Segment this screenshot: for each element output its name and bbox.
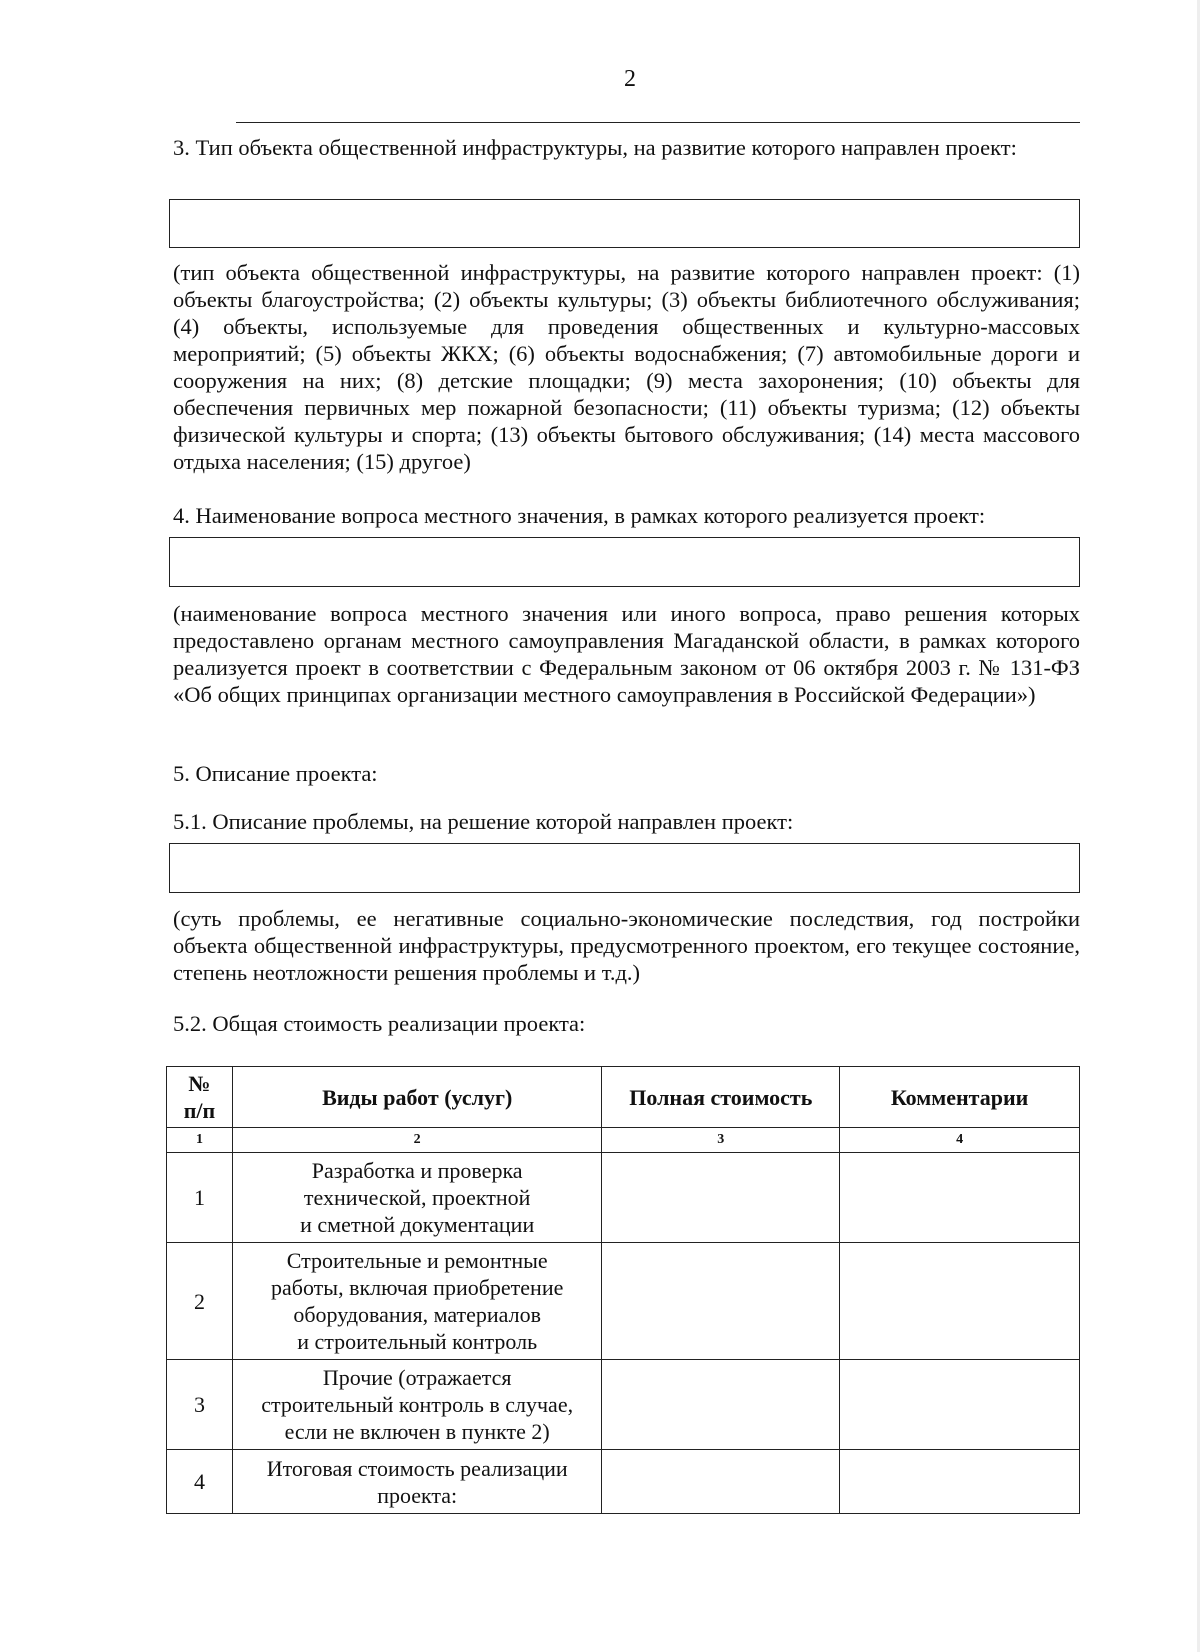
section-5-heading: 5. Описание проекта: bbox=[173, 761, 378, 786]
row-cost-cell[interactable] bbox=[602, 1153, 840, 1243]
section-3-heading: 3. Тип объекта общественной инфраструктуры, на развитие которого направлен проект: bbox=[173, 135, 1017, 160]
header-work-type: Виды работ (услуг) bbox=[232, 1067, 602, 1128]
section-3-hint: (тип объекта общественной инфраструктуры, на развитие которого направлен проект: (1) объекты благоустройства; (2) объекты культуры; (3) объекты библиотечного обслуживания; (4) объекты, используемые для проведения общественных и культурно-массовых мероприятий; (5) объекты ЖКХ; (6) объекты водоснабжения; (7) автомобильные дороги и сооружения на них; (8) детские площадки; (9) места захоронения; (10) объекты для обеспечения первичных мер пожарной безопасности; (11) объекты туризма; (12) объекты физической культуры и спорта; (13) объекты бытового обслуживания; (14) места массового отдыха населения; (15) другое) bbox=[173, 260, 1080, 474]
row-comment-cell[interactable] bbox=[840, 1243, 1080, 1360]
section-4-hint: (наименование вопроса местного значения или иного вопроса, право решения которых предоставлено органам местного самоуправления Магаданской области, в рамках которого реализуется проект в соответствии с Федеральным законом от 06 октября 2003 г. № 131-ФЗ «Об общих принципах организации местного самоуправления в Российской Федерации») bbox=[173, 601, 1080, 707]
row-comment-cell[interactable] bbox=[840, 1360, 1080, 1450]
page-number: 2 bbox=[624, 66, 636, 92]
table-header-row bbox=[167, 1067, 1080, 1128]
table-row bbox=[167, 1243, 1080, 1360]
table-row bbox=[167, 1360, 1080, 1450]
top-rule bbox=[236, 122, 1080, 123]
column-number: 4 bbox=[840, 1128, 1080, 1153]
section-3-input-field[interactable] bbox=[169, 199, 1080, 248]
column-number-row bbox=[167, 1128, 1080, 1153]
table-row bbox=[167, 1153, 1080, 1243]
row-number: 2 bbox=[167, 1243, 233, 1360]
section-5-2-heading: 5.2. Общая стоимость реализации проекта: bbox=[173, 1011, 586, 1036]
row-cost-cell[interactable] bbox=[602, 1360, 840, 1450]
row-number: 1 bbox=[167, 1153, 233, 1243]
column-number: 1 bbox=[167, 1128, 233, 1153]
row-work-type: Прочие (отражается строительный контроль в случае, если не включен в пункте 2) bbox=[232, 1360, 602, 1450]
row-cost-cell[interactable] bbox=[602, 1450, 840, 1514]
header-comments: Комментарии bbox=[840, 1067, 1080, 1128]
section-4-heading: 4. Наименование вопроса местного значения, в рамках которого реализуется проект: bbox=[173, 503, 986, 528]
row-number: 4 bbox=[167, 1450, 233, 1514]
section-4-input-field[interactable] bbox=[169, 537, 1080, 587]
row-comment-cell[interactable] bbox=[840, 1450, 1080, 1514]
header-full-cost: Полная стоимость bbox=[602, 1067, 840, 1128]
header-number: № п/п bbox=[167, 1067, 233, 1128]
section-5-1-input-field[interactable] bbox=[169, 843, 1080, 893]
section-5-1-heading: 5.1. Описание проблемы, на решение которой направлен проект: bbox=[173, 809, 794, 834]
row-cost-cell[interactable] bbox=[602, 1243, 840, 1360]
column-number: 3 bbox=[602, 1128, 840, 1153]
row-comment-cell[interactable] bbox=[840, 1153, 1080, 1243]
row-number: 3 bbox=[167, 1360, 233, 1450]
table-row-total bbox=[167, 1450, 1080, 1514]
row-work-type: Строительные и ремонтные работы, включая приобретение оборудования, материалов и строительный контроль bbox=[232, 1243, 602, 1360]
row-work-type: Итоговая стоимость реализации проекта: bbox=[232, 1450, 602, 1514]
cost-table bbox=[166, 1066, 1080, 1514]
section-5-1-hint: (суть проблемы, ее негативные социально-экономические последствия, год постройки объекта общественной инфраструктуры, предусмотренного проектом, его текущее состояние, степень неотложности решения проблемы и т.д.) bbox=[173, 906, 1080, 985]
column-number: 2 bbox=[232, 1128, 602, 1153]
row-work-type: Разработка и проверка технической, проектной и сметной документации bbox=[232, 1153, 602, 1243]
